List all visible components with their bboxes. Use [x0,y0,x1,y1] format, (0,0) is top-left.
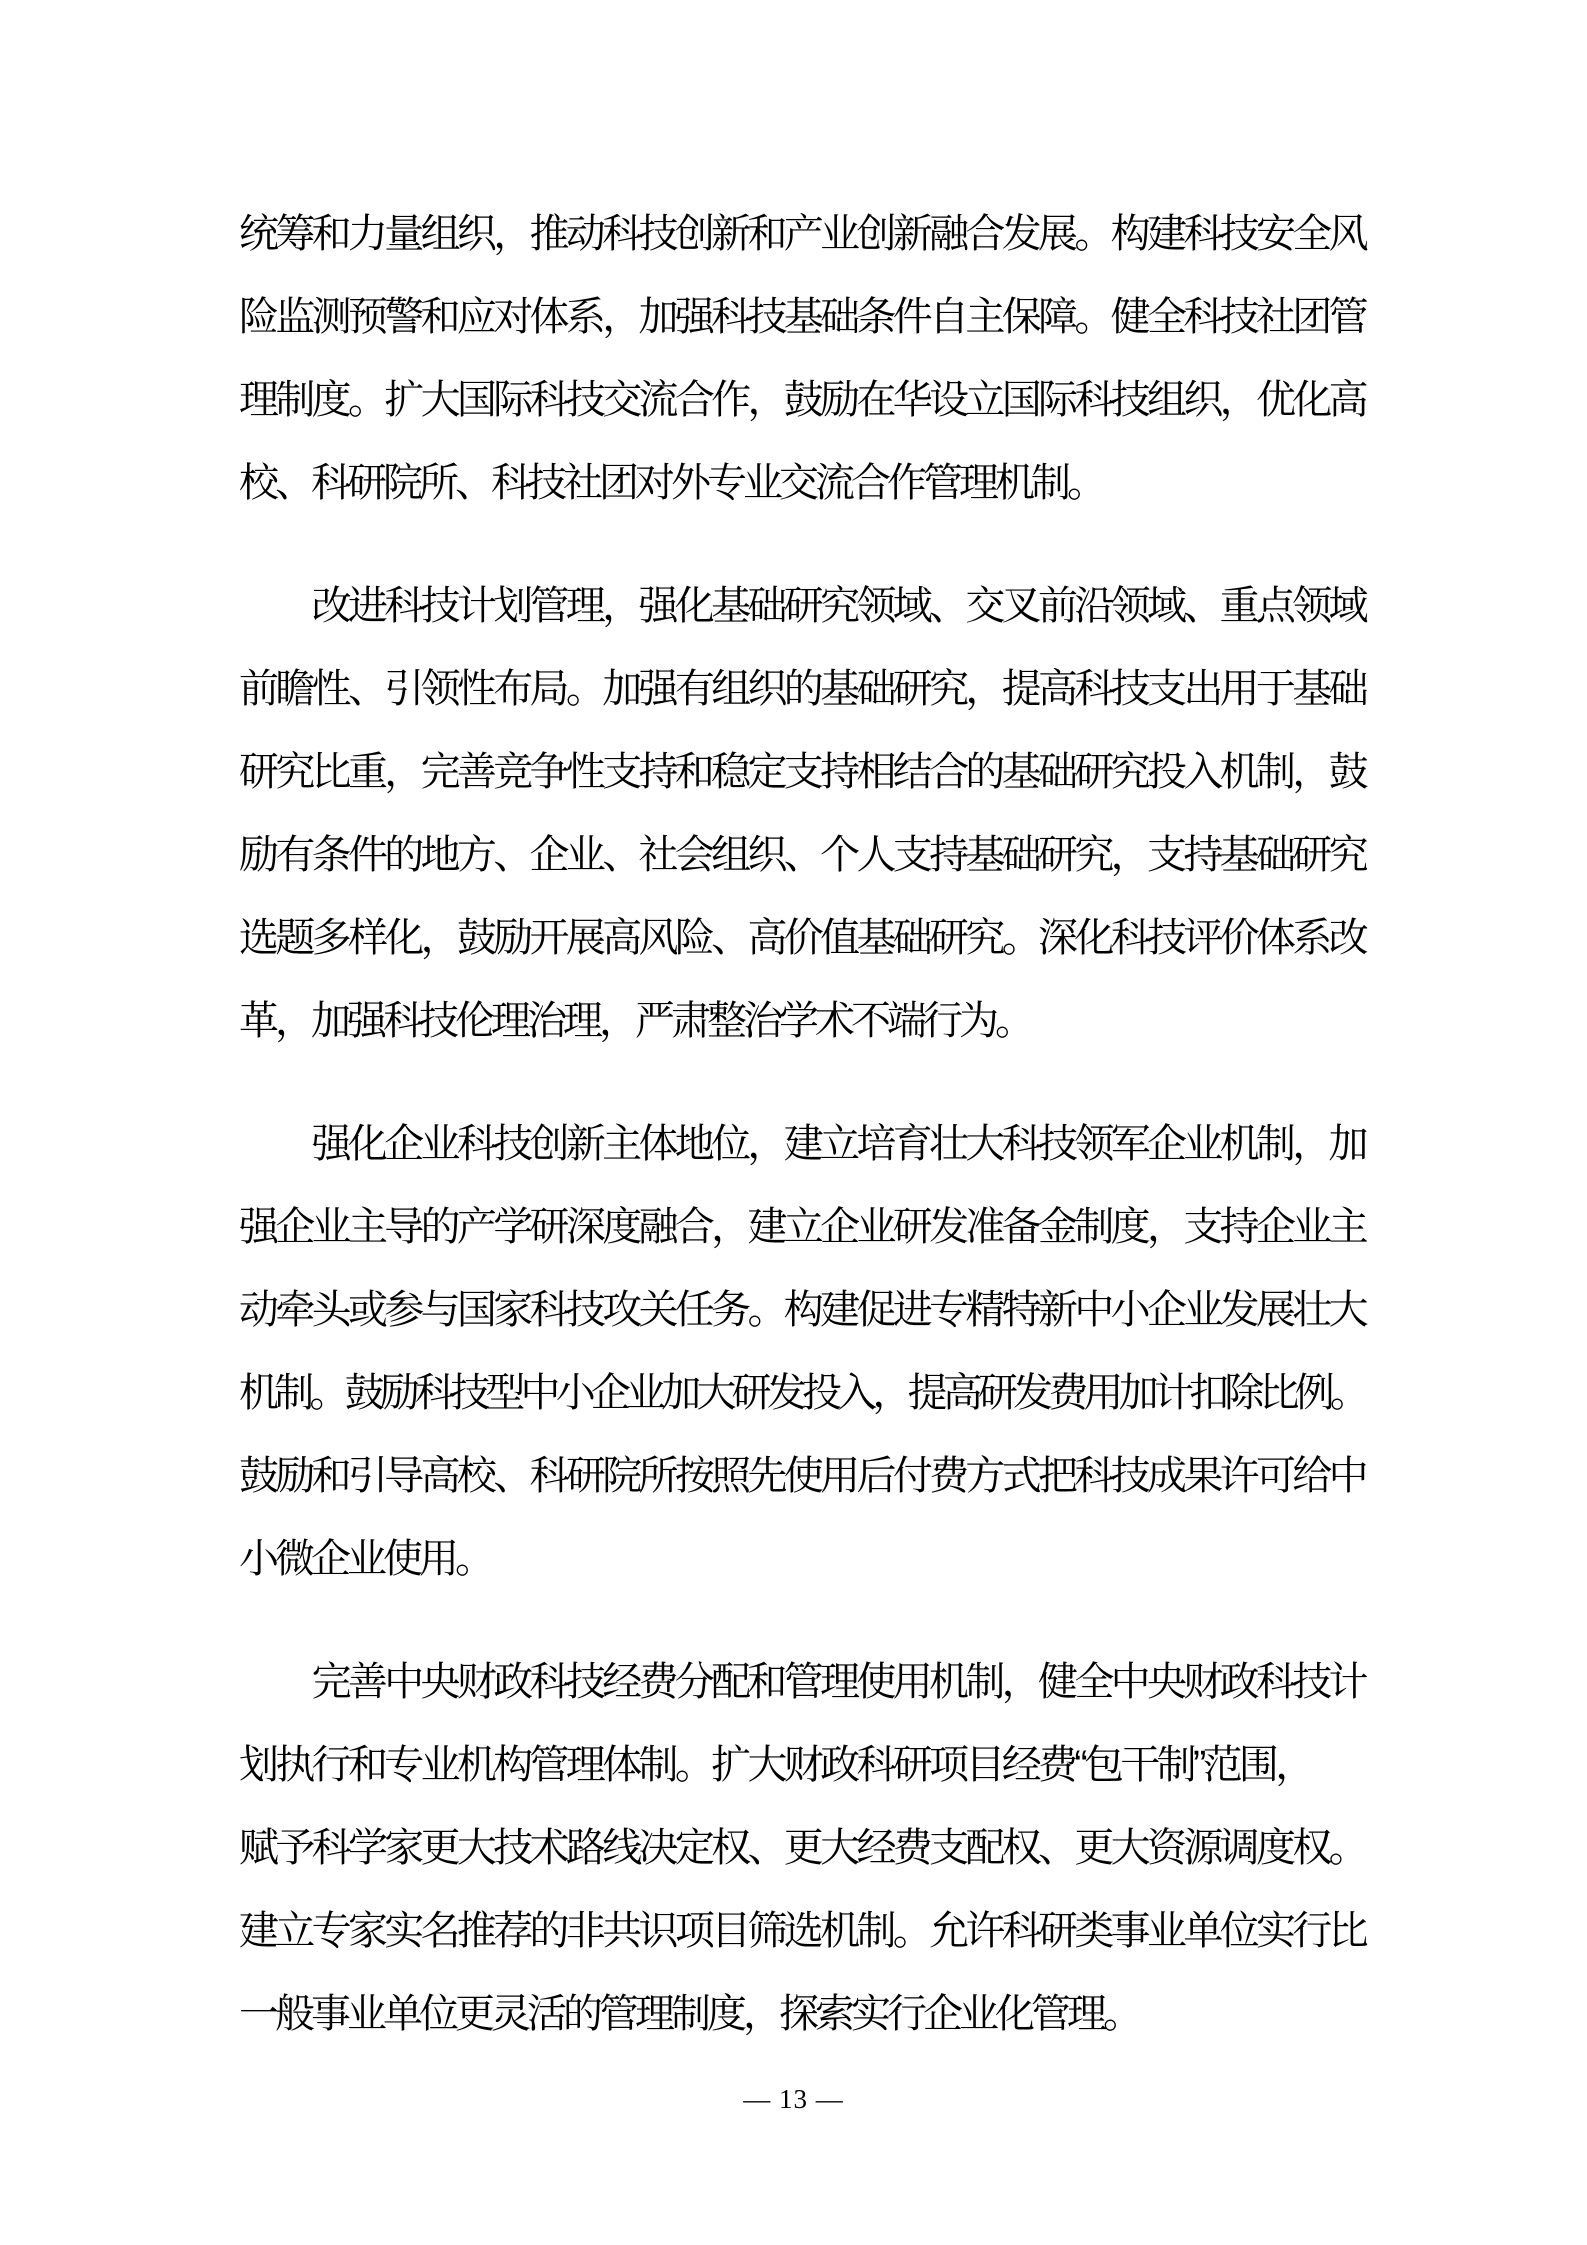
text-line: 理制度。扩大国际科技交流合作，鼓励在华设立国际科技组织，优化高 [239,378,1365,422]
text-line: 机制。鼓励科技型中小企业加大研发投入，提高研发费用加计扣除比例。 [239,1371,1366,1415]
text-line: 励有条件的地方、企业、社会组织、个人支持基础研究，支持基础研究 [239,833,1365,877]
text-line: 划执行和专业机构管理体制。扩大财政科研项目经费“包干制”范围， [239,1743,1312,1787]
paragraph [239,565,1365,1063]
document-body [239,193,1365,2056]
text-line: 小微企业使用。 [239,1537,491,1581]
text-line: 完善中央财政科技经费分配和管理使用机制，健全中央财政科技计 [311,1660,1365,1704]
text-line: 赋予科学家更大技术路线决定权、更大经费支配权、更大资源调度权。 [239,1826,1365,1870]
text-line: 动牵头或参与国家科技攻关任务。构建促进专精特新中小企业发展壮大 [239,1288,1365,1332]
text-line: 强企业主导的产学研深度融合，建立企业研发准备金制度，支持企业主 [239,1205,1365,1249]
page-number: — 13 — [743,2084,844,2114]
text-line: 险监测预警和应对体系，加强科技基础条件自主保障。健全科技社团管 [239,295,1365,339]
text-line: 改进科技计划管理，强化基础研究领域、交叉前沿领域、重点领域 [311,584,1365,628]
text-line: 选题多样化，鼓励开展高风险、高价值基础研究。深化科技评价体系改 [239,916,1365,960]
paragraph [239,1103,1365,1601]
text-line: 强化企业科技创新主体地位，建立培育壮大科技领军企业机制，加 [311,1122,1365,1166]
text-line: 建立专家实名推荐的非共识项目筛选机制。允许科研类事业单位实行比 [239,1909,1365,1953]
text-line: 鼓励和引导高校、科研院所按照先使用后付费方式把科技成果许可给中 [239,1454,1365,1498]
text-line: 研究比重，完善竞争性支持和稳定支持相结合的基础研究投入机制，鼓 [239,750,1365,794]
text-line: 一般事业单位更灵活的管理制度，探索实行企业化管理。 [239,1992,1139,2036]
text-line: 前瞻性、引领性布局。加强有组织的基础研究，提高科技支出用于基础 [239,667,1365,711]
text-line: 校、科研院所、科技社团对外专业交流合作管理机制。 [239,461,1103,505]
paragraph [239,193,1365,525]
page-footer [0,2082,1587,2116]
text-line: 统筹和力量组织，推动科技创新和产业创新融合发展。构建科技安全风 [239,212,1365,256]
paragraph [239,1641,1365,2056]
text-line: 革，加强科技伦理治理，严肃整治学术不端行为。 [239,999,1031,1043]
